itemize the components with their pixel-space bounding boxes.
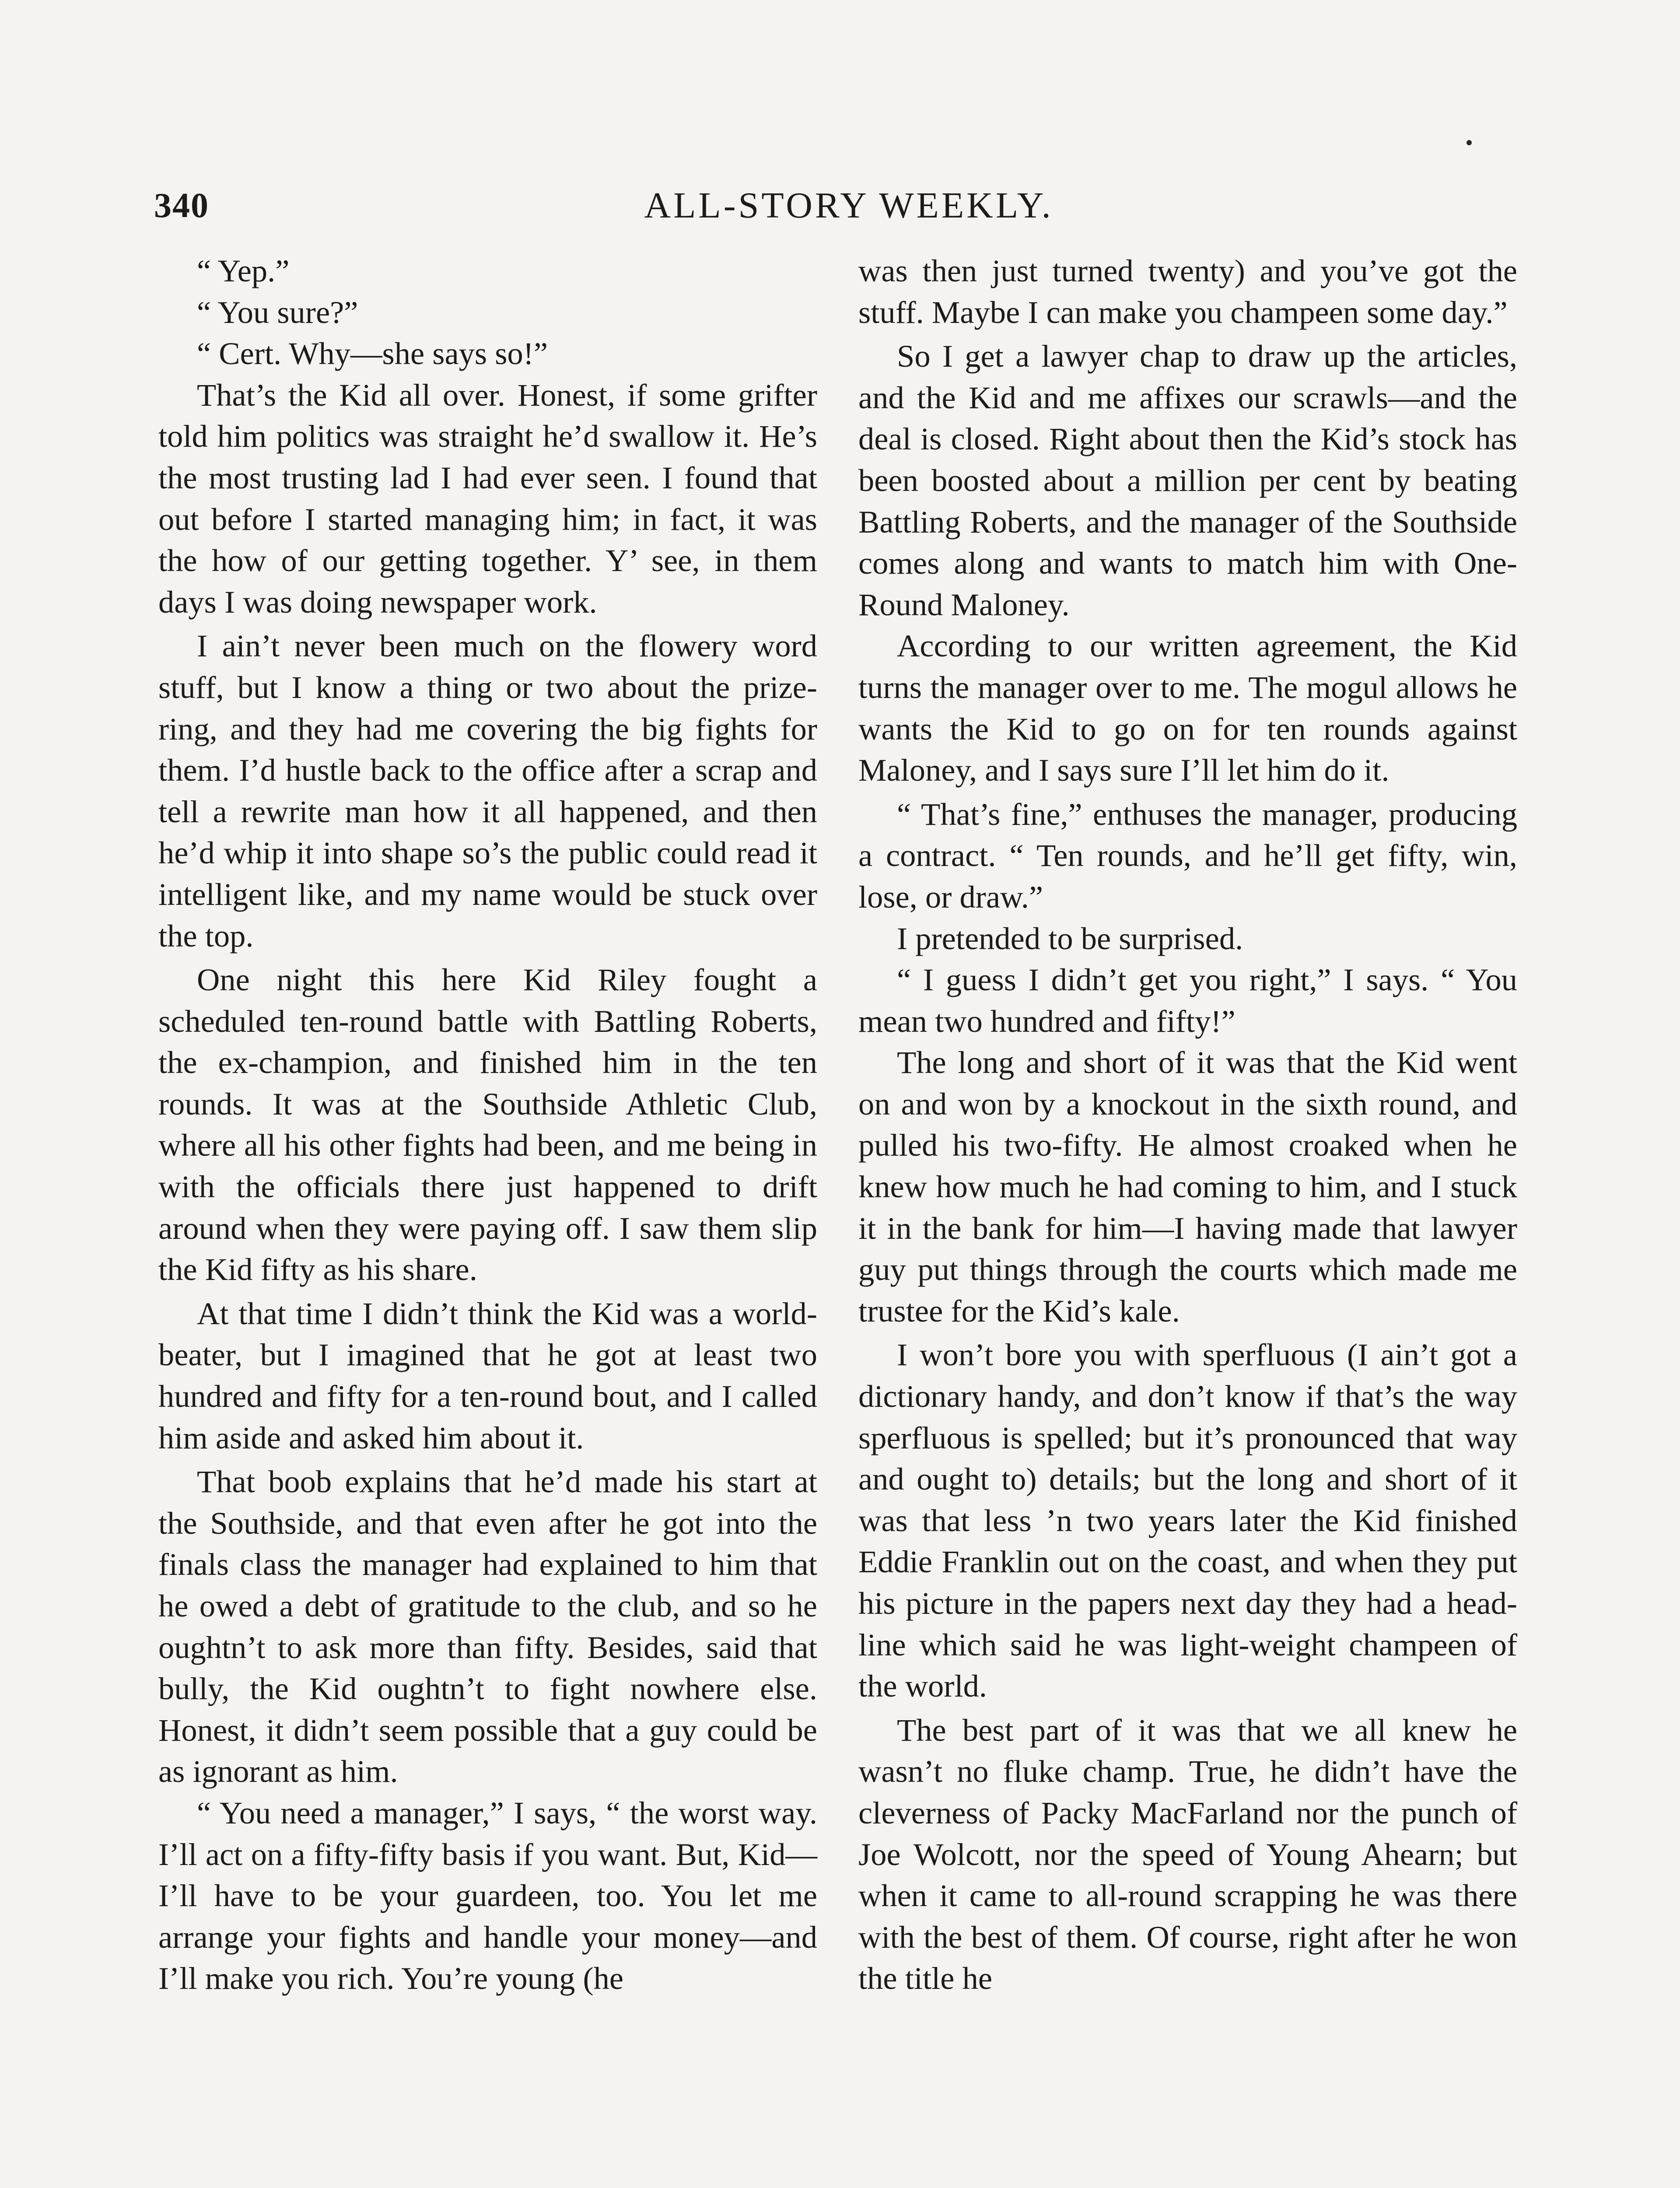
paragraph: “ Yep.” (197, 253, 290, 288)
paragraph: So I get a lawyer chap to draw up the articles, and the Kid and me affixes our scrawls—and the deal is closed. Right about then the Kid’s stock has been boosted about a million per cent by beating Battling Roberts, and the manager of the Southside comes along and wants to match him with One-Round Maloney. (858, 338, 1517, 622)
ink-speck (1466, 140, 1472, 145)
paragraph: “ You sure?” (197, 294, 358, 330)
paragraph: The best part of it was that we all knew he wasn’t no fluke champ. True, he didn’t have the cleverness of Packy MacFarland nor the punch of Joe Wolcott, nor the speed of Young Ahearn; but when it came to all-round scrapping he was there with the best of them. Of course, right after he won the title he (858, 1712, 1517, 1996)
paragraph: One night this here Kid Riley fought a scheduled ten-round battle with Battling Roberts, the ex-champion, and finished him in the ten rounds. It was at the Southside Athletic Club, where all his other fights had been, and me being in with the officials there just happened to drift around when they were paying off. I saw them slip the Kid fifty as his share. (158, 962, 817, 1287)
paragraph: “ Cert. Why—she says so!” (197, 336, 548, 372)
paragraph: I ain’t never been much on the flowery word stuff, but I know a thing or two about the prize-ring, and they had me covering the big fights for them. I’d hustle back to the office after a scrap and tell a rewrite man how it all happened, and then he’d whip it into shape so’s the public could read it intelligent like, and my name would be stuck over the top. (158, 628, 817, 954)
paragraph: The long and short of it was that the Kid went on and won by a knockout in the sixth round, and pulled his two-fifty. He almost croaked when he knew how much he had coming to him, and I stuck it in the bank for him—I having made that lawyer guy put things through the courts which made me trustee for the Kid’s kale. (858, 1045, 1517, 1329)
left-column (158, 250, 817, 1999)
right-column (858, 250, 1517, 1999)
paragraph: At that time I didn’t think the Kid was a world-beater, but I imagined that he got at least two hundred and fifty for a ten-round bout, and I called him aside and asked him about it. (158, 1295, 817, 1455)
page-number: 340 (154, 186, 209, 225)
paragraph: “ I guess I didn’t get you right,” I says. “ You mean two hundred and fifty!” (858, 962, 1517, 1039)
paragraph: was then just turned twenty) and you’ve got the stuff. Maybe I can make you champeen some day.” (858, 253, 1517, 330)
paragraph: “ You need a manager,” I says, “ the worst way. I’ll act on a fifty-fifty basis if you want. But, Kid—I’ll have to be your guardeen, too. You let me arrange your fights and handle your money—and I’ll make you rich. You’re young (he (158, 1795, 817, 1996)
paragraph: I pretended to be surprised. (897, 920, 1243, 956)
paragraph: I won’t bore you with sperfluous (I ain’t got a dictionary handy, and don’t know if that’s the way sperfluous is spelled; but it’s pronounced that way and ought to) details; but the long and short of it was that less ’n two years later the Kid finished Eddie Franklin out on the coast, and when they put his picture in the papers next day they had a head-line which said he was light-weight champeen of the world. (858, 1337, 1517, 1704)
paragraph: That’s the Kid all over. Honest, if some grifter told him politics was straight he’d swallow it. He’s the most trusting lad I had ever seen. I found that out before I started managing him; in fact, it was the how of our getting together. Y’ see, in them days I was doing newspaper work. (158, 377, 817, 620)
paragraph: According to our written agreement, the Kid turns the manager over to me. The mogul allows he wants the Kid to go on for ten rounds against Maloney, and I says sure I’ll let him do it. (858, 628, 1517, 788)
running-head: ALL-STORY WEEKLY. (644, 185, 1054, 226)
paragraph: “ That’s fine,” enthuses the manager, producing a contract. “ Ten rounds, and he’ll get fifty, win, lose, or draw.” (858, 796, 1517, 915)
paragraph: That boob explains that he’d made his start at the Southside, and that even after he got into the finals class the manager had explained to him that he owed a debt of gratitude to the club, and so he oughtn’t to ask more than fifty. Besides, said that bully, the Kid oughtn’t to fight nowhere else. Honest, it didn’t seem possible that a guy could be as ignorant as him. (158, 1464, 817, 1789)
